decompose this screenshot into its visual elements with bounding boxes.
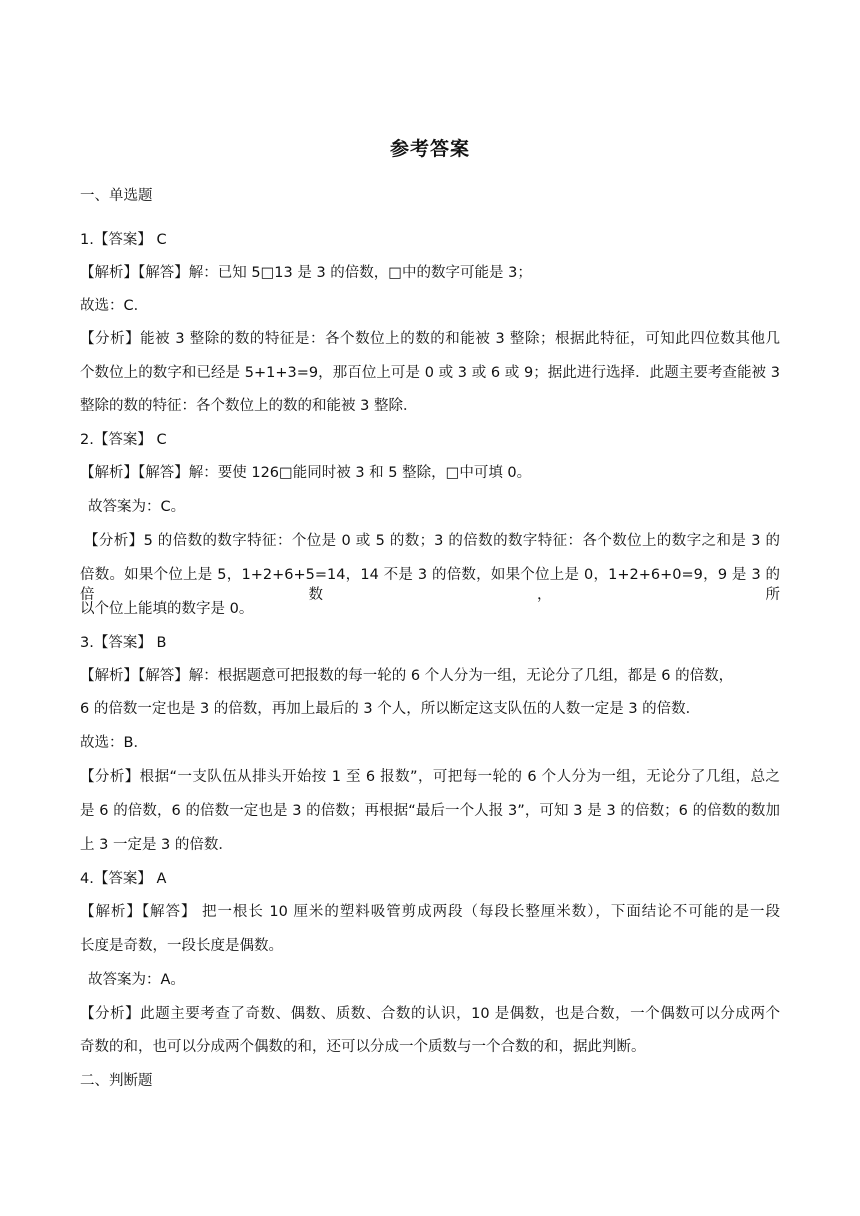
- explanation-line-q1-2: 个数位上的数字和已经是 5+1+3=9，那百位上可是 0 或 3 或 6 或 9；据此进行选择．此题主要考查能被 3: [80, 365, 780, 381]
- conclusion-line-q3: 故选：B．: [80, 735, 148, 751]
- conclusion-line-q2: 故答案为：C。: [88, 499, 186, 515]
- page-title: 参考答案: [389, 138, 470, 160]
- explanation-line-q2-2: 倍数。如果个位上是 5，1+2+6+5=14，14 不是 3 的倍数，如果个位上是 0，1+2+6+0=9，9 是 3 的倍数，所: [80, 567, 780, 603]
- explanation-line-q1-1: 【分析】能被 3 整除的数的特征是：各个数位上的数的和能被 3 整除；根据此特征，可知此四位数其他几: [80, 331, 780, 347]
- explanation-line-q3-2: 是 6 的倍数，6 的倍数一定也是 3 的倍数；再根据“最后一个人报 3”，可知 3 是 3 的倍数；6 的倍数的数加: [80, 803, 780, 819]
- answer-line-q2: 2.【答案】 C: [80, 432, 167, 448]
- explanation-line-q4-1: 【分析】此题主要考查了奇数、偶数、质数、合数的认识，10 是偶数，也是合数，一个偶数可以分成两个: [80, 1006, 780, 1022]
- section-heading-true-false: 二、判断题: [80, 1073, 153, 1089]
- conclusion-line-q4: 故答案为：A。: [88, 972, 185, 988]
- explanation-line-q3-3: 上 3 一定是 3 的倍数．: [80, 837, 233, 853]
- analysis-line-q2: 【解析】【解答】解：要使 126□能同时被 3 和 5 整除，□中可填 0。: [80, 465, 532, 481]
- answer-line-q4: 4.【答案】 A: [80, 871, 167, 887]
- analysis-line-q3-2: 6 的倍数一定也是 3 的倍数，再加上最后的 3 个人，所以断定这支队伍的人数一定是 3 的倍数．: [80, 701, 701, 717]
- analysis-line-q4-1: 【解析】【解答】 把一根长 10 厘米的塑料吸管剪成两段（每段长整厘米数），下面结论不可能的是一段: [80, 904, 780, 920]
- analysis-line-q4-2: 长度是奇数，一段长度是偶数。: [80, 938, 283, 954]
- analysis-line-q1: 【解析】【解答】解：已知 5□13 是 3 的倍数，□中的数字可能是 3；: [80, 265, 532, 281]
- explanation-line-q2-3: 以个位上能填的数字是 0。: [80, 601, 254, 617]
- analysis-line-q3-1: 【解析】【解答】解：根据题意可把报数的每一轮的 6 个人分为一组，无论分了几组，都是 6 的倍数，: [80, 668, 734, 684]
- answer-line-q3: 3.【答案】 B: [80, 635, 167, 651]
- conclusion-line-q1: 故选：C．: [80, 298, 149, 314]
- explanation-line-q1-3: 整除的数的特征：各个数位上的数的和能被 3 整除．: [80, 398, 418, 414]
- answer-line-q1: 1.【答案】 C: [80, 232, 167, 248]
- explanation-line-q2-1: 【分析】5 的倍数的数字特征：个位是 0 或 5 的数；3 的倍数的数字特征：各个数位上的数字之和是 3 的: [84, 533, 780, 549]
- section-heading-single-choice: 一、单选题: [80, 188, 153, 204]
- explanation-line-q4-2: 奇数的和，也可以分成两个偶数的和，还可以分成一个质数与一个合数的和，据此判断。: [80, 1039, 646, 1055]
- explanation-line-q3-1: 【分析】根据“一支队伍从排头开始按 1 至 6 报数”，可把每一轮的 6 个人分为一组，无论分了几组，总之: [80, 769, 780, 785]
